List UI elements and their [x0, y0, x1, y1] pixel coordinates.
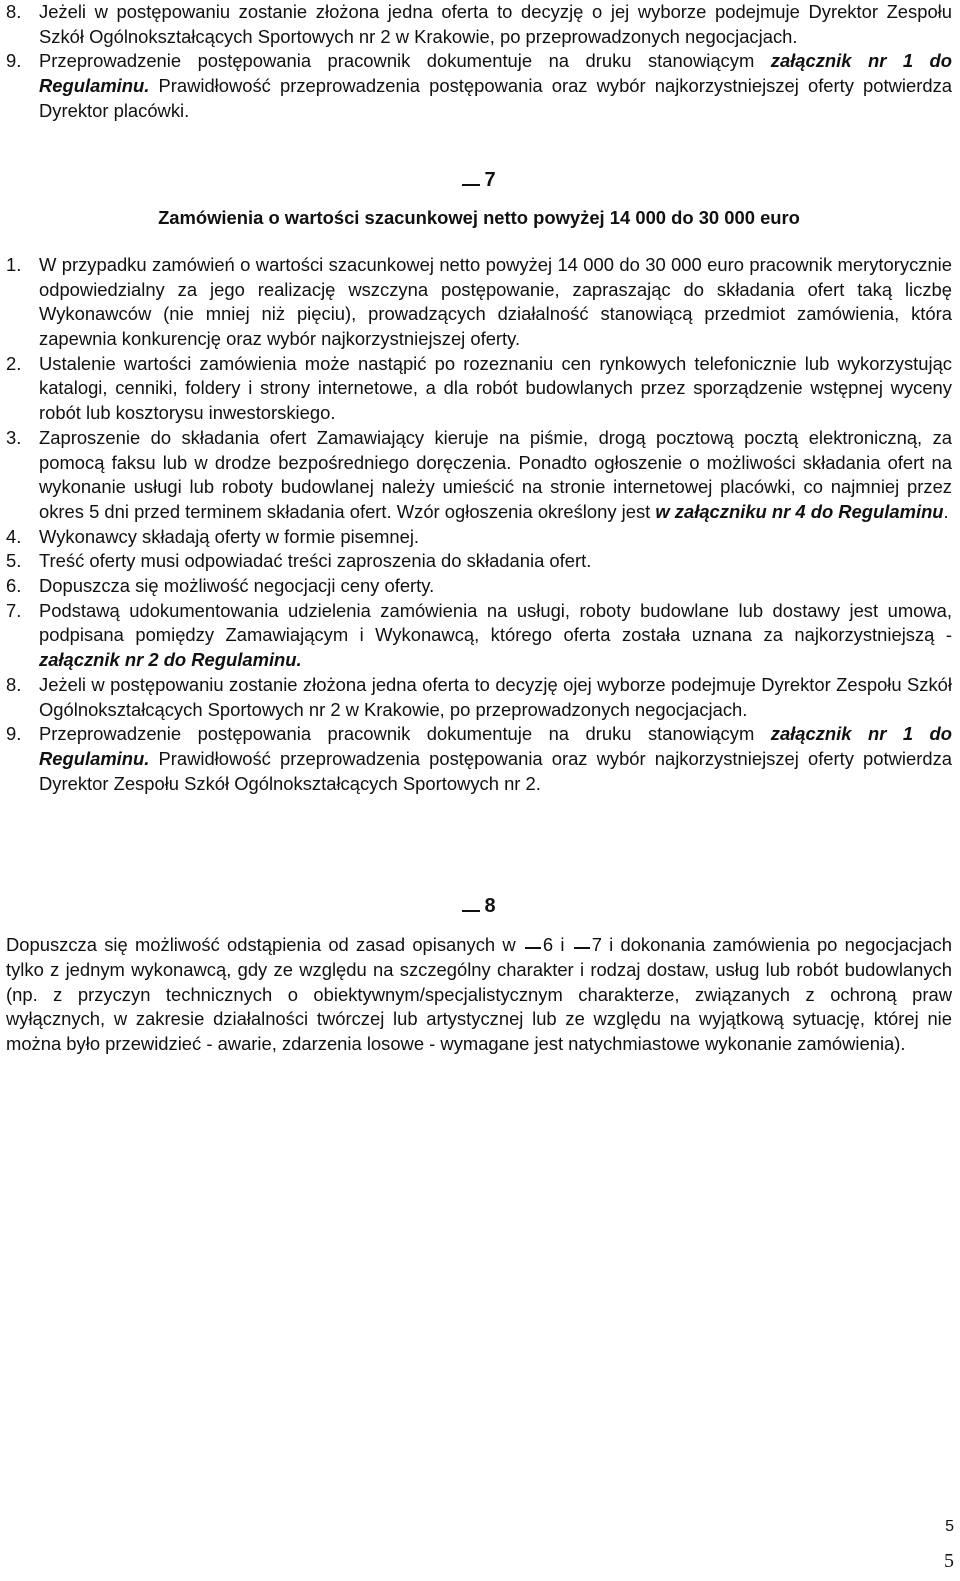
item-number: 8. — [6, 673, 22, 695]
attachment-reference: załącznik nr 1 do Regulaminu. — [39, 723, 953, 769]
section-8-paragraph — [6, 933, 952, 1057]
item-text — [39, 599, 952, 673]
section-reference: 6 — [542, 934, 554, 956]
list-item — [6, 426, 952, 525]
section-number: 8 — [484, 895, 496, 918]
item-number: 5. — [6, 550, 22, 572]
item-number: 2. — [6, 352, 22, 374]
item-number: 7. — [6, 599, 22, 621]
item-text — [39, 426, 952, 525]
list-item — [6, 49, 952, 123]
list-item — [6, 0, 952, 49]
item-number: 1. — [6, 253, 22, 275]
page-number-small: 5 — [945, 1518, 954, 1535]
item-number: 9. — [6, 723, 22, 745]
attachment-reference: załącznik nr 2 do Regulaminu. — [39, 649, 302, 671]
item-text-part: Przeprowadzenie postępowania pracownik dokumentuje na druku stanowiącym — [39, 723, 771, 745]
paragraph-text: i — [553, 934, 572, 956]
item-text-part: Prawidłowość przeprowadzenia postępowania oraz wybór najkorzystniejszej oferty potwierdza Dyrektor placówki. — [39, 75, 952, 121]
item-text: Dopuszcza się możliwość negocjacji ceny oferty. — [39, 575, 435, 597]
page-number: 5 — [944, 1550, 954, 1572]
item-text: Treść oferty musi odpowiadać treści zaproszenia do składania ofert. — [39, 550, 592, 572]
section-title: Zamówienia o wartości szacunkowej netto powyżej 14 000 do 30 000 euro — [158, 207, 800, 229]
section-reference: 7 — [591, 934, 602, 956]
item-text — [39, 722, 952, 796]
section-heading-8 — [6, 894, 952, 919]
paragraph-text: i dokonania zamówienia po negocjacjach tylko z jednym wykonawcą, gdy ze względu na szczególny charakter i rodzaj dostaw, usług lub robót budowlanych (np. z przyczyn technicznych o obiektywnym/specjalistycznym charakterze, związanych z ochroną praw wyłącznych, w zakresie działalności twórczej lub artystycznej lub ze względu na wyjątkową sytuację, której nie można było przewidzieć - awarie, zdarzenia losowe - wymagane jest natychmiastowe wykonanie zamówienia). — [6, 934, 952, 1054]
list-item — [6, 722, 952, 796]
item-text-part: Prawidłowość przeprowadzenia postępowania oraz wybór najkorzystniejszej oferty potwierdza Dyrektor Zespołu Szkół Ogólnokształcących Sportowych nr 2. — [39, 747, 952, 794]
section-number: 7 — [484, 168, 496, 191]
item-text: Jeżeli w postępowaniu zostanie złożona jedna oferta to decyzję o jej wyborze podejmuje Dyrektor Zespołu Szkół Ogólnokształcących Sportowych nr 2 w Krakowie, po przeprowadzonych negocjacjach. — [39, 1, 952, 47]
item-text: W przypadku zamówień o wartości szacunkowej netto powyżej 14 000 do 30 000 euro pracownik merytorycznie odpowiedzialny za jego realizację wszczyna postępowanie, zapraszając do składania ofert taką liczbę Wykonawców (nie mniej niż pięciu), prowadzących działalność stanowiącą przedmiot zamówienia, która zapewnia konkurencję oraz wybór najkorzystniejszej oferty. — [39, 253, 952, 350]
list-item — [6, 599, 952, 673]
item-text-part: Podstawą udokumentowania udzielenia zamówienia na usługi, roboty budowlane lub dostawy jest umowa, podpisana pomiędzy Zamawiającym i Wykonawcą, którego oferta została uznana za najkorzystniejszą - — [39, 599, 952, 646]
list-item — [6, 574, 952, 599]
section-sign-mark — [574, 947, 590, 949]
list-item — [6, 253, 952, 352]
list-item — [6, 525, 952, 550]
item-text-part: Przeprowadzenie postępowania pracownik dokumentuje na druku stanowiącym — [39, 50, 771, 72]
item-text: Ustalenie wartości zamówienia może nastąpić po rozeznaniu cen rynkowych telefonicznie lub wykorzystując katalogi, cenniki, foldery i strony internetowe, a dla robót budowlanych przez sporządzenie wstępnej wyceny robót lub kosztorysu inwestorskiego. — [39, 352, 952, 424]
item-number: 4. — [6, 525, 22, 547]
list-item — [6, 352, 952, 426]
attachment-reference: w załączniku nr 4 do Regulaminu — [655, 500, 944, 522]
list-item — [6, 673, 952, 722]
section-sign-mark — [462, 910, 480, 912]
section-sign-mark — [525, 947, 541, 949]
item-number: 3. — [6, 426, 22, 448]
item-text — [39, 49, 952, 123]
item-text-part: . — [943, 500, 949, 522]
section-heading-7 — [6, 168, 952, 193]
list-item — [6, 549, 952, 574]
item-number: 6. — [6, 575, 22, 597]
attachment-reference: załącznik nr 1 do Regulaminu. — [39, 50, 953, 97]
item-text-part: Zaproszenie do składania ofert Zamawiający kieruje na piśmie, drogą pocztową pocztą elektroniczną, za pomocą faksu lub w drodze bezpośredniego doręczenia. Ponadto ogłoszenie o możliwości składania ofert na wykonanie usługi lub roboty budowlanej należy umieścić na stronie internetowej placówki, co najmniej przez okres 5 dni przed terminem składania ofert. Wzór ogłoszenia określony jest — [39, 426, 952, 522]
item-text: Jeżeli w postępowaniu zostanie złożona jedna oferta to decyzję ojej wyborze podejmuje Dyrektor Zespołu Szkół Ogólnokształcących Sportowych nr 2 w Krakowie, po przeprowadzonych negocjacjach. — [39, 673, 952, 720]
item-number: 9. — [6, 50, 22, 72]
paragraph-text: Dopuszcza się możliwość odstąpienia od zasad opisanych w — [6, 934, 523, 956]
item-number: 8. — [6, 1, 22, 22]
document-page — [6, 0, 952, 1057]
item-text: Wykonawcy składają oferty w formie pisemnej. — [39, 525, 420, 547]
section-sign-mark — [462, 184, 480, 186]
